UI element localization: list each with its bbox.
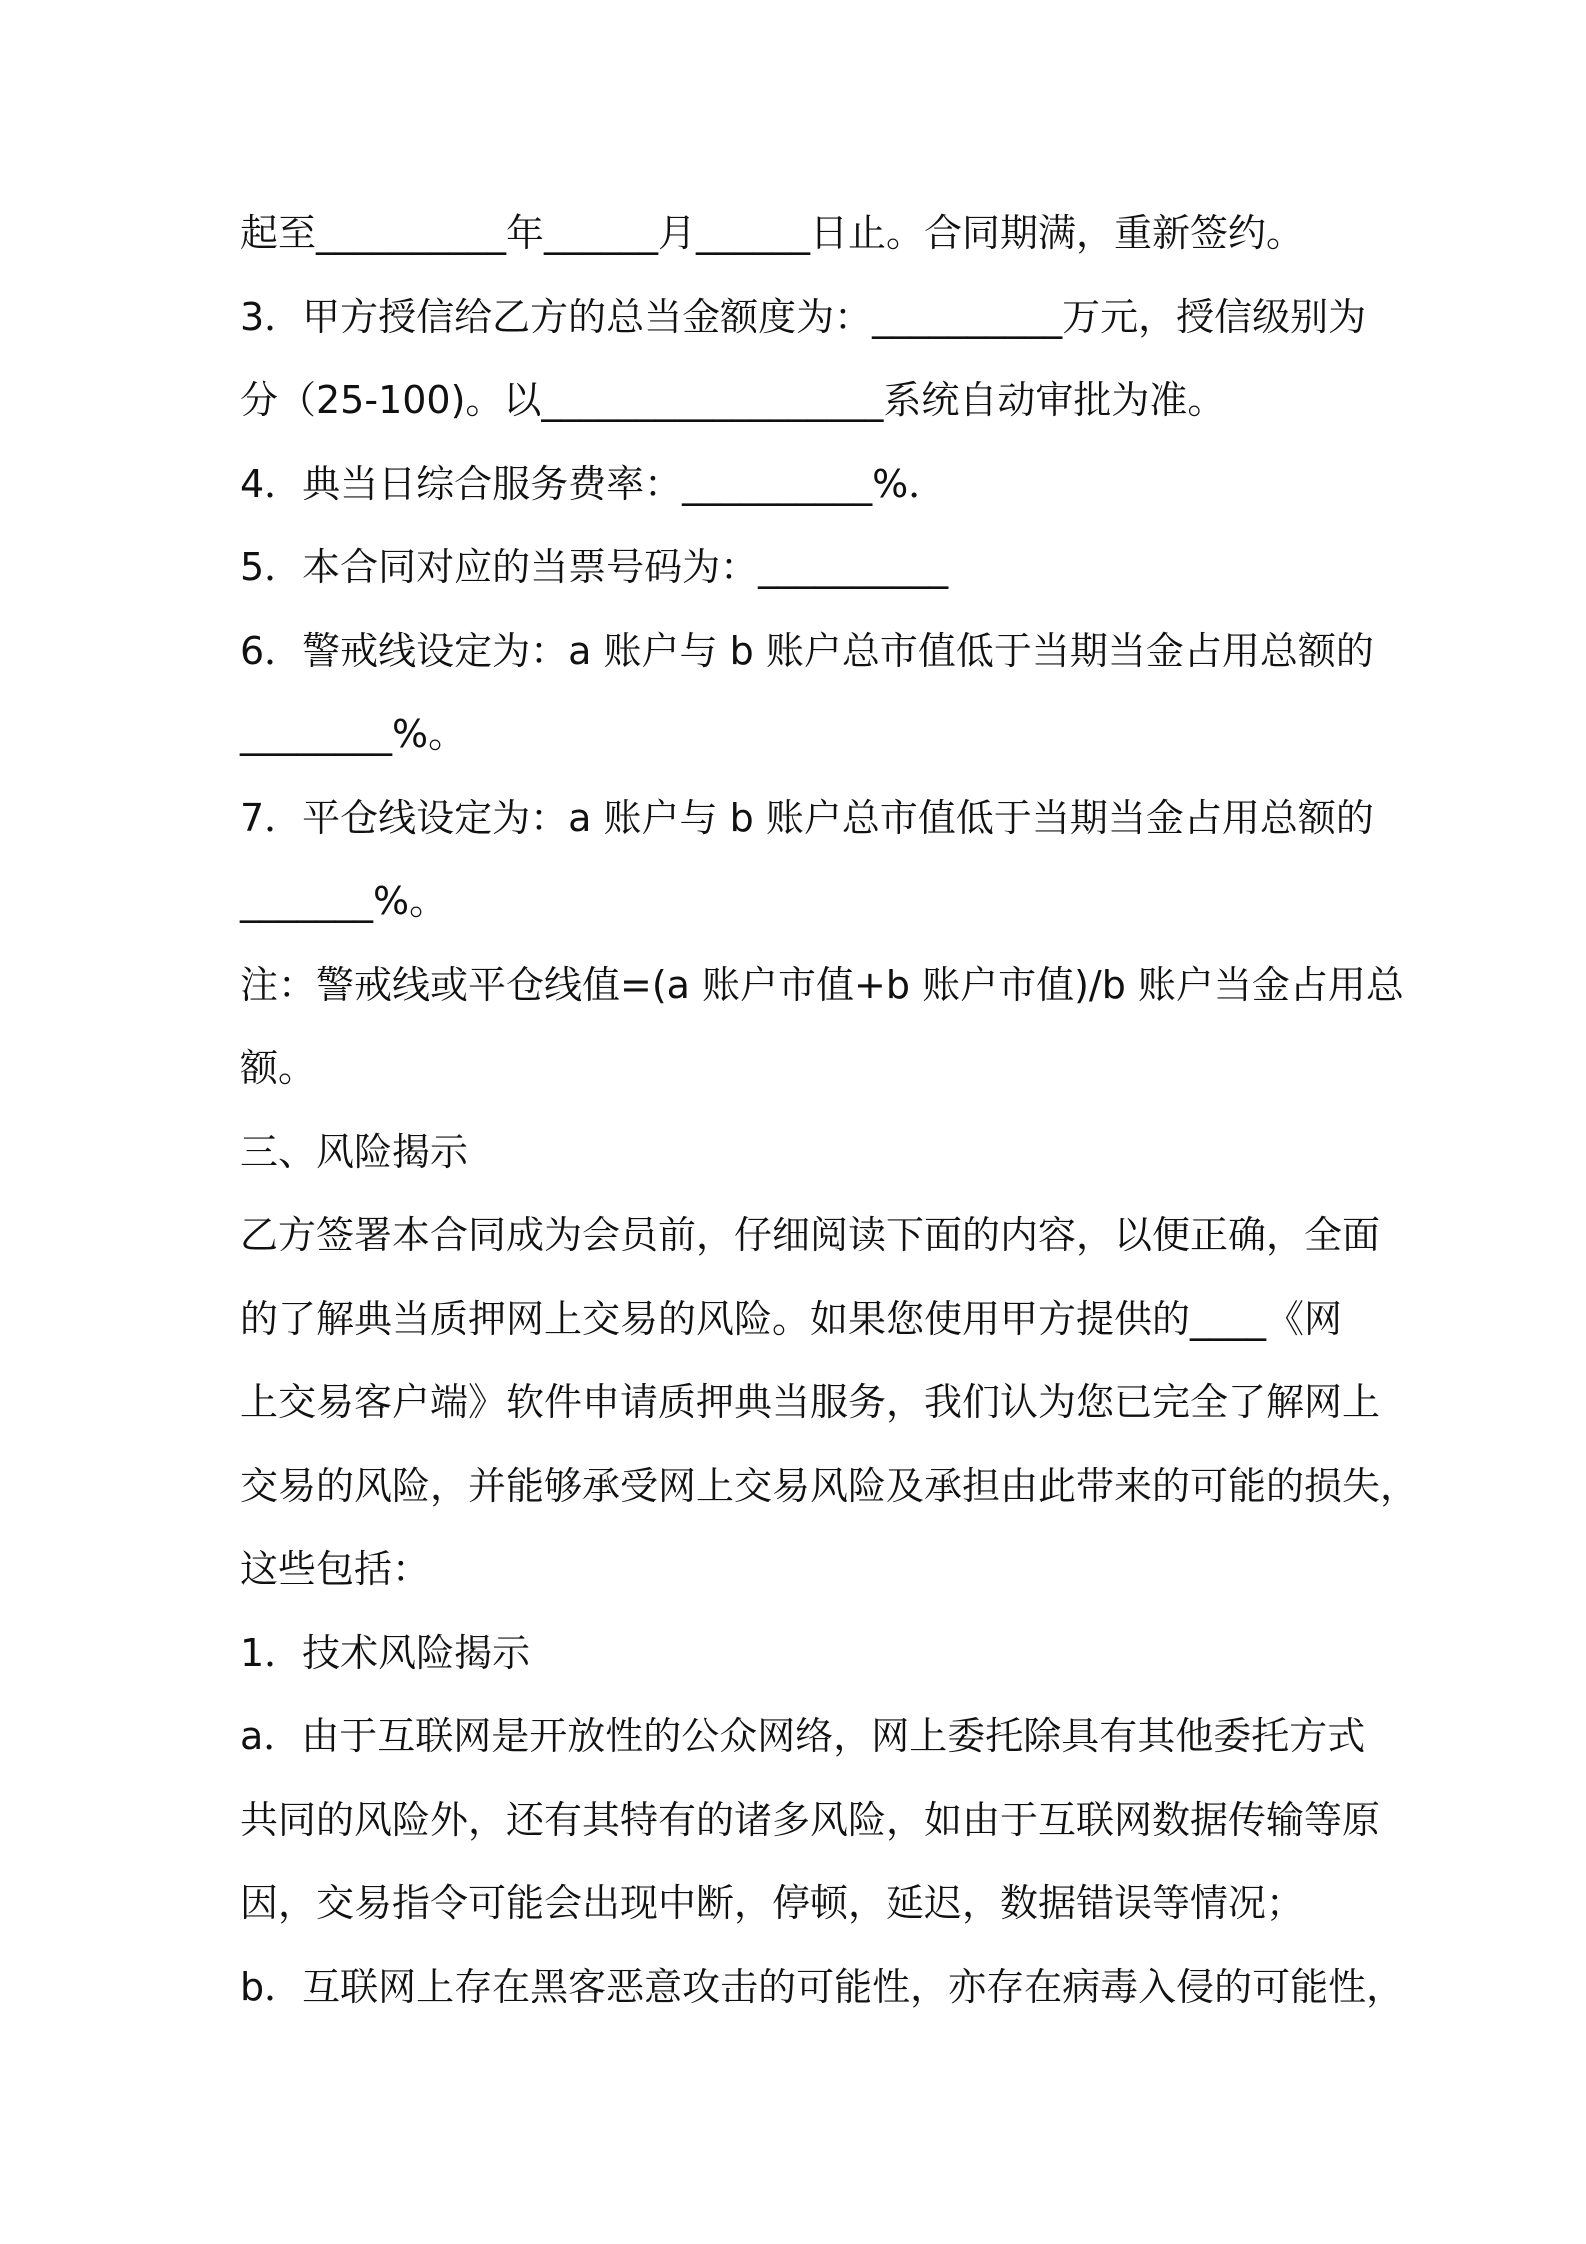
- text-line-item-b-1: b．互联网上存在黑客恶意攻击的可能性，亦存在病毒入侵的可能性，: [240, 1964, 1405, 2009]
- text-line-risk-para-4: 交易的风险，并能够承受网上交易风险及承担由此带来的可能的损失，: [240, 1463, 1419, 1508]
- text-line-item-7: 7．平仓线设定为：a 账户与 b 账户总市值低于当期当金占用总额的: [240, 795, 1374, 840]
- text-line-item-6: 6．警戒线设定为：a 账户与 b 账户总市值低于当期当金占用总额的: [240, 628, 1374, 673]
- section-heading-risk-disclosure: 三、风险揭示: [240, 1129, 469, 1174]
- subheading-technical-risk: 1．技术风险揭示: [240, 1630, 531, 1675]
- text-line-risk-para-5: 这些包括：: [240, 1547, 431, 1591]
- text-line-item-3-cont: 分（25-100)。以__________________系统自动审批为准。: [240, 378, 1226, 422]
- text-line-risk-para-3: 上交易客户端》软件申请质押典当服务，我们认为您已完全了解网上: [240, 1380, 1381, 1424]
- text-line-item-a-3: 因，交易指令可能会出现中断，停顿，延迟，数据错误等情况；: [240, 1881, 1305, 1925]
- text-line-risk-para-2: 的了解典当质押网上交易的风险。如果您使用甲方提供的____《网: [240, 1296, 1343, 1341]
- text-line-item-5: 5．本合同对应的当票号码为：__________: [240, 545, 949, 589]
- text-line-item-4: 4．典当日综合服务费率：__________%．: [240, 461, 947, 506]
- text-line-risk-para-1: 乙方签署本合同成为会员前，仔细阅读下面的内容，以便正确，全面: [240, 1213, 1381, 1257]
- text-line-item-3: 3．甲方授信给乙方的总当金额度为：__________万元，授信级别为: [240, 294, 1367, 339]
- text-line-note: 注：警戒线或平仓线值=(a 账户市值+b 账户市值)/b 账户当金占用总: [240, 962, 1404, 1007]
- text-line-item-a-2: 共同的风险外，还有其特有的诸多风险，如由于互联网数据传输等原: [240, 1797, 1381, 1842]
- text-line-note-cont: 额。: [240, 1046, 317, 1090]
- text-line-item-7-cont: _______%。: [240, 879, 448, 923]
- text-line-item-a-1: a．由于互联网是开放性的公众网络，网上委托除具有其他委托方式: [240, 1714, 1366, 1758]
- text-line-contract-period: 起至__________年______月______日止。合同期满，重新签约。: [240, 211, 1305, 255]
- text-line-item-6-cont: ________%。: [240, 712, 467, 756]
- contract-text: [240, 192, 1419, 2029]
